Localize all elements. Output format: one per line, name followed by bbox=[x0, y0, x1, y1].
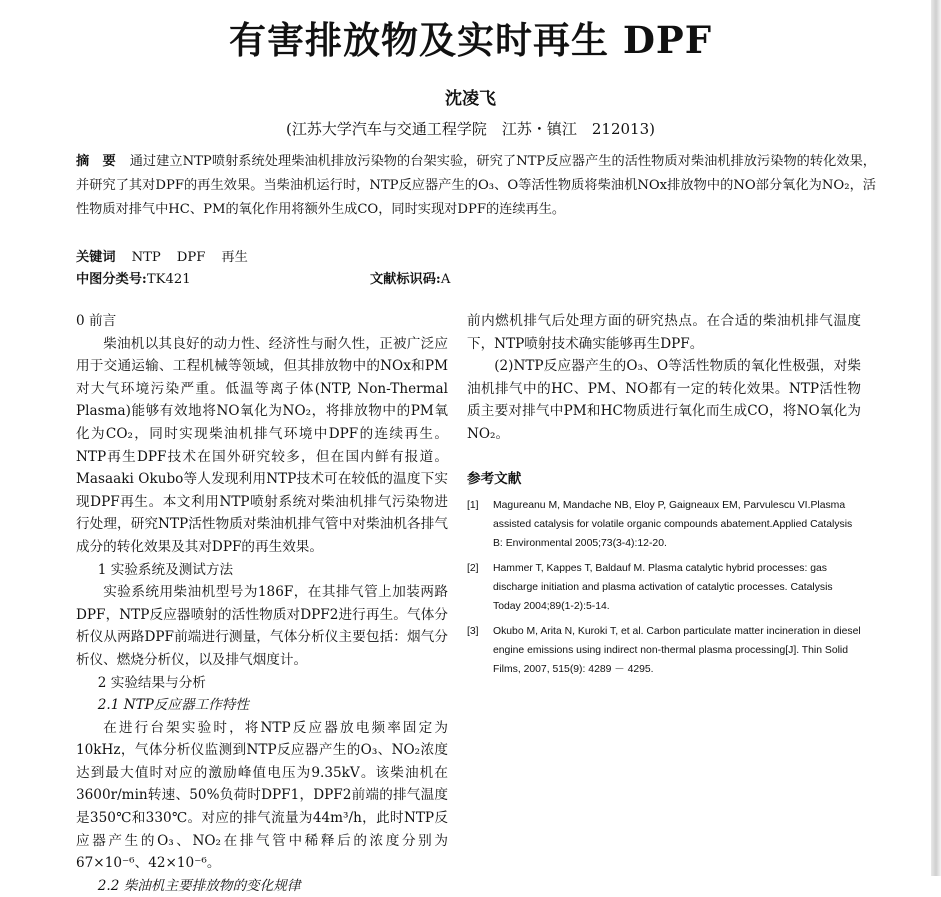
conclusion-paragraph-2: (2)NTP反应器产生的O₃、O等活性物质的氧化性极强，对柴油机排气中的HC、PM、NO都有一定的转化效果。NTP活性物质主要对排气中PM和HC物质进行氧化而生成CO，将NO氧化为NO₂。 bbox=[467, 358, 861, 442]
keyword-item: 再生 bbox=[221, 250, 248, 265]
section-heading-method: 1 实验系统及测试方法 bbox=[97, 561, 234, 578]
reference-item bbox=[467, 559, 861, 616]
section-heading-results: 2 实验结果与分析 bbox=[97, 674, 206, 691]
reference-number: [1] bbox=[467, 500, 479, 512]
doc-id-value: A bbox=[440, 272, 451, 287]
reference-item bbox=[467, 622, 861, 679]
author-name: 沈凌飞 bbox=[445, 89, 496, 109]
references-heading: 参考文献 bbox=[467, 470, 522, 487]
classification-value: TK421 bbox=[146, 272, 191, 287]
subsection-heading-ntp: 2.1 NTP反应器工作特性 bbox=[97, 697, 249, 714]
keyword-item: NTP bbox=[131, 250, 161, 265]
paper-title: 有害排放物及实时再生 DPF bbox=[228, 18, 713, 62]
right-column bbox=[467, 310, 861, 685]
reference-text: Magureanu M, Mandache NB, Eloy P, Gaigneaux EM, Parvulescu VI.Plasma assisted catalysis for volatile organic compounds abatement.Applied Catalysis B: Environmental 2005;73(3-4):12-20. bbox=[493, 500, 853, 550]
method-paragraph: 实验系统用柴油机型号为186F，在其排气管上加装两路DPF，NTP反应器喷射的活性物质对DPF2进行再生。气体分析仪从两路DPF前端进行测量，气体分析仪主要包括：烟气分析仪、燃烧分析仪，以及排气烟度计。 bbox=[76, 584, 448, 668]
subsection-heading-emissions: 2.2 柴油机主要排放物的变化规律 bbox=[97, 877, 301, 894]
keywords-label: 关键词 bbox=[76, 250, 116, 265]
classification-label: 中图分类号: bbox=[76, 272, 147, 287]
reference-item bbox=[467, 496, 861, 553]
keyword-item: DPF bbox=[176, 250, 206, 265]
reference-text: Hammer T, Kappes T, Baldauf M. Plasma catalytic hybrid processes: gas discharge initiation and plasma activation of catalytic processes. Catalysis Today 2004;89(1-2):5-14. bbox=[493, 563, 833, 613]
affiliation: (江苏大学汽车与交通工程学院 江苏・镇江 212013) bbox=[286, 120, 655, 138]
reference-text: Okubo M, Arita N, Kuroki T, et al. Carbon particulate matter incineration in diesel engine emissions using indirect non-thermal plasma processing[J]. Thin Solid Films, 2007, 515(9): 4289 － 4295. bbox=[493, 626, 861, 676]
document-id-code bbox=[370, 268, 450, 287]
abstract-label: 摘 要 bbox=[76, 154, 116, 169]
doc-id-label: 文献标识码: bbox=[370, 272, 441, 287]
intro-paragraph: 柴油机以其良好的动力性、经济性与耐久性，正被广泛应用于交通运输、工程机械等领域，但其排放物中的NOx和PM对大气环境污染严重。低温等离子体(NTP, Non-Thermal Plasma)能够有效地将NO氧化为NO₂，将排放物中的PM氧化为CO₂，同时实现柴油机排气环境中DPF的连续再生。NTP再生DPF技术在国外研究较多，但在国内鲜有报道。Masaaki Okubo等人发现利用NTP技术可在较低的温度下实现DPF再生。本文利用NTP喷射系统对柴油机排气污染物进行处理，研究NTP活性物质对柴油机排气管中对柴油机各排气成分的转化效果及其对DPF的再生效果。 bbox=[76, 335, 448, 555]
classification-number bbox=[76, 268, 191, 287]
reference-number: [2] bbox=[467, 563, 479, 575]
abstract-text: 通过建立NTP喷射系统处理柴油机排放污染物的台架实验，研究了NTP反应器产生的活性物质对柴油机排放污染物的转化效果，并研究了其对DPF的再生效果。当柴油机运行时，NTP反应器产生的O₃、O等活性物质将柴油机NOx排放物中的NO部分氧化为NO₂，活性物质对排气中HC、PM的氧化作用将额外生成CO，同时实现对DPF的连续再生。 bbox=[76, 154, 876, 217]
abstract bbox=[76, 150, 876, 222]
reference-number: [3] bbox=[467, 626, 479, 638]
left-column bbox=[76, 310, 448, 897]
ntp-paragraph: 在进行台架实验时，将NTP反应器放电频率固定为10kHz，气体分析仪监测到NTP反应器产生的O₃、NO₂浓度达到最大值时对应的激励峰值电压为9.35kV。该柴油机在3600r/min转速、50%负荷时DPF1，DPF2前端的排气温度是350℃和330℃。对应的排气流量为44m³/h，此时NTP反应器产生的O₃、NO₂在排气管中稀释后的浓度分别为67×10⁻⁶、42×10⁻⁶。 bbox=[76, 719, 448, 872]
keywords bbox=[76, 246, 248, 265]
conclusion-paragraph-cont: 前内燃机排气后处理方面的研究热点。在合适的柴油机排气温度下，NTP喷射技术确实能够再生DPF。 bbox=[467, 313, 861, 352]
section-heading-intro: 0 前言 bbox=[76, 313, 117, 329]
